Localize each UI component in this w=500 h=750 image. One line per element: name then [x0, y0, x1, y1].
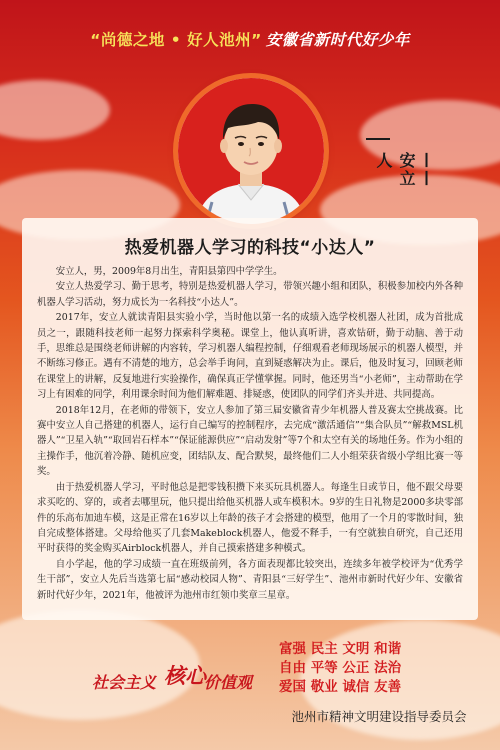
article-paragraph: 2017年，安立人就读青阳县实验小学，当时他以第一名的成绩入选学校机器人社团，成为首批成员之一，跟随科技老师一起努力探索科学奥秘。课堂上，他认真听讲，喜欢钻研，勤于动脑、善于动手，思维总是围绕老师讲解的内容转，学习机器人编程控制，仔细观看老师现场展示的机器人模型，并不断练习修正。遇有不清楚的地方，总会举手询问，直到疑惑解决为止。课后，他及时复习，回顾老师在课堂上的讲解，反复地进行实验操作，确保真正学懂掌握。同时，他还男当“小老师”，主动帮助在学习上有困难的同学，利用课余时间为他们解难题、排疑惑，使团队的同学们齐头并进、共同提高。	[37, 312, 463, 401]
slogan-left: “尚德之地 • 好人池州”	[90, 31, 262, 49]
article-paragraph: 2018年12月，在老师的带领下，安立人参加了第三届安徽省青少年机器人普及赛太空挑战赛。比赛中安立人自己搭建的机器人，运行自己编写的控制程序，去完成“激活通信”“集合队员”“解救MSL机器人”“卫星入轨”“取回岩石样本”“保证能源供应”“启动发射”等7个和太空有关的场地任务。作为小组的主操作手，他沉着冷静、随机应变，团结队友、配合默契，最终他们二人小组荣获省级小学组比赛一等奖。	[37, 404, 463, 478]
slogan-right: 安徽省新时代好少年	[265, 31, 410, 49]
article-paragraph: 由于热爱机器人学习，平时他总是把零钱积攒下来买玩具机器人。每逢生日或节日，他不跟父母要求买吃的、穿的，或者去哪里玩，他只提出给他买机器人或车模积木。9岁的生日礼物是2000多块零部件的乐高布加迪车模，这是正常在16岁以上年龄的孩子才会搭建的模型，他用了一个月的零散时间，独自完成整体搭建。父母给他买了几套Makeblock机器人，他爱不释手，一有空就独自研究，自己还用平时获得的奖金购买Airblock机器人，并自己摸索搭建多种模式。	[37, 481, 463, 555]
core-values-lead: 社会主义	[92, 673, 157, 692]
article-paragraph: 安立人，男，2009年8月出生，青阳县第四中学学生。	[55, 266, 283, 277]
name-dash	[366, 138, 390, 140]
footer-organization: 池州市精神文明建设指导委员会	[291, 709, 467, 724]
portrait-person-icon	[178, 78, 324, 224]
core-values-row: 自由 平等 公正 法治	[279, 660, 402, 676]
article-body	[37, 264, 463, 603]
portrait	[178, 78, 324, 224]
core-values-tail: 价值观	[204, 673, 253, 692]
core-values-logo	[92, 660, 262, 700]
core-values-list	[279, 640, 449, 697]
student-name: ——安立人	[374, 152, 437, 188]
core-values-row: 爱国 敬业 诚信 友善	[279, 679, 402, 695]
article-paragraph: 安立人热爱学习、勤于思考，特别是热爱机器人学习，带领兴趣小组和团队，积极参加校内外各种机器人学习活动，努力成长为一名科技“小达人”。	[37, 281, 463, 308]
header-slogan	[0, 28, 500, 50]
article-title: 热爱机器人学习的科技“小达人”	[124, 238, 376, 258]
core-values-row: 富强 民主 文明 和谐	[279, 641, 402, 657]
cloud-decoration	[0, 80, 110, 140]
core-values-core: 核心	[164, 664, 206, 688]
article-paragraph: 自小学起，他的学习成绩一直在班级前列，各方面表现都比较突出，连续多年被学校评为“优秀学生干部”，安立人先后当选第七届“感动校园人物”、青阳县“三好学生”、池州市新时代好少年、安徽省新时代好少年，2021年，他被评为池州市红领巾奖章三星章。	[37, 558, 463, 601]
